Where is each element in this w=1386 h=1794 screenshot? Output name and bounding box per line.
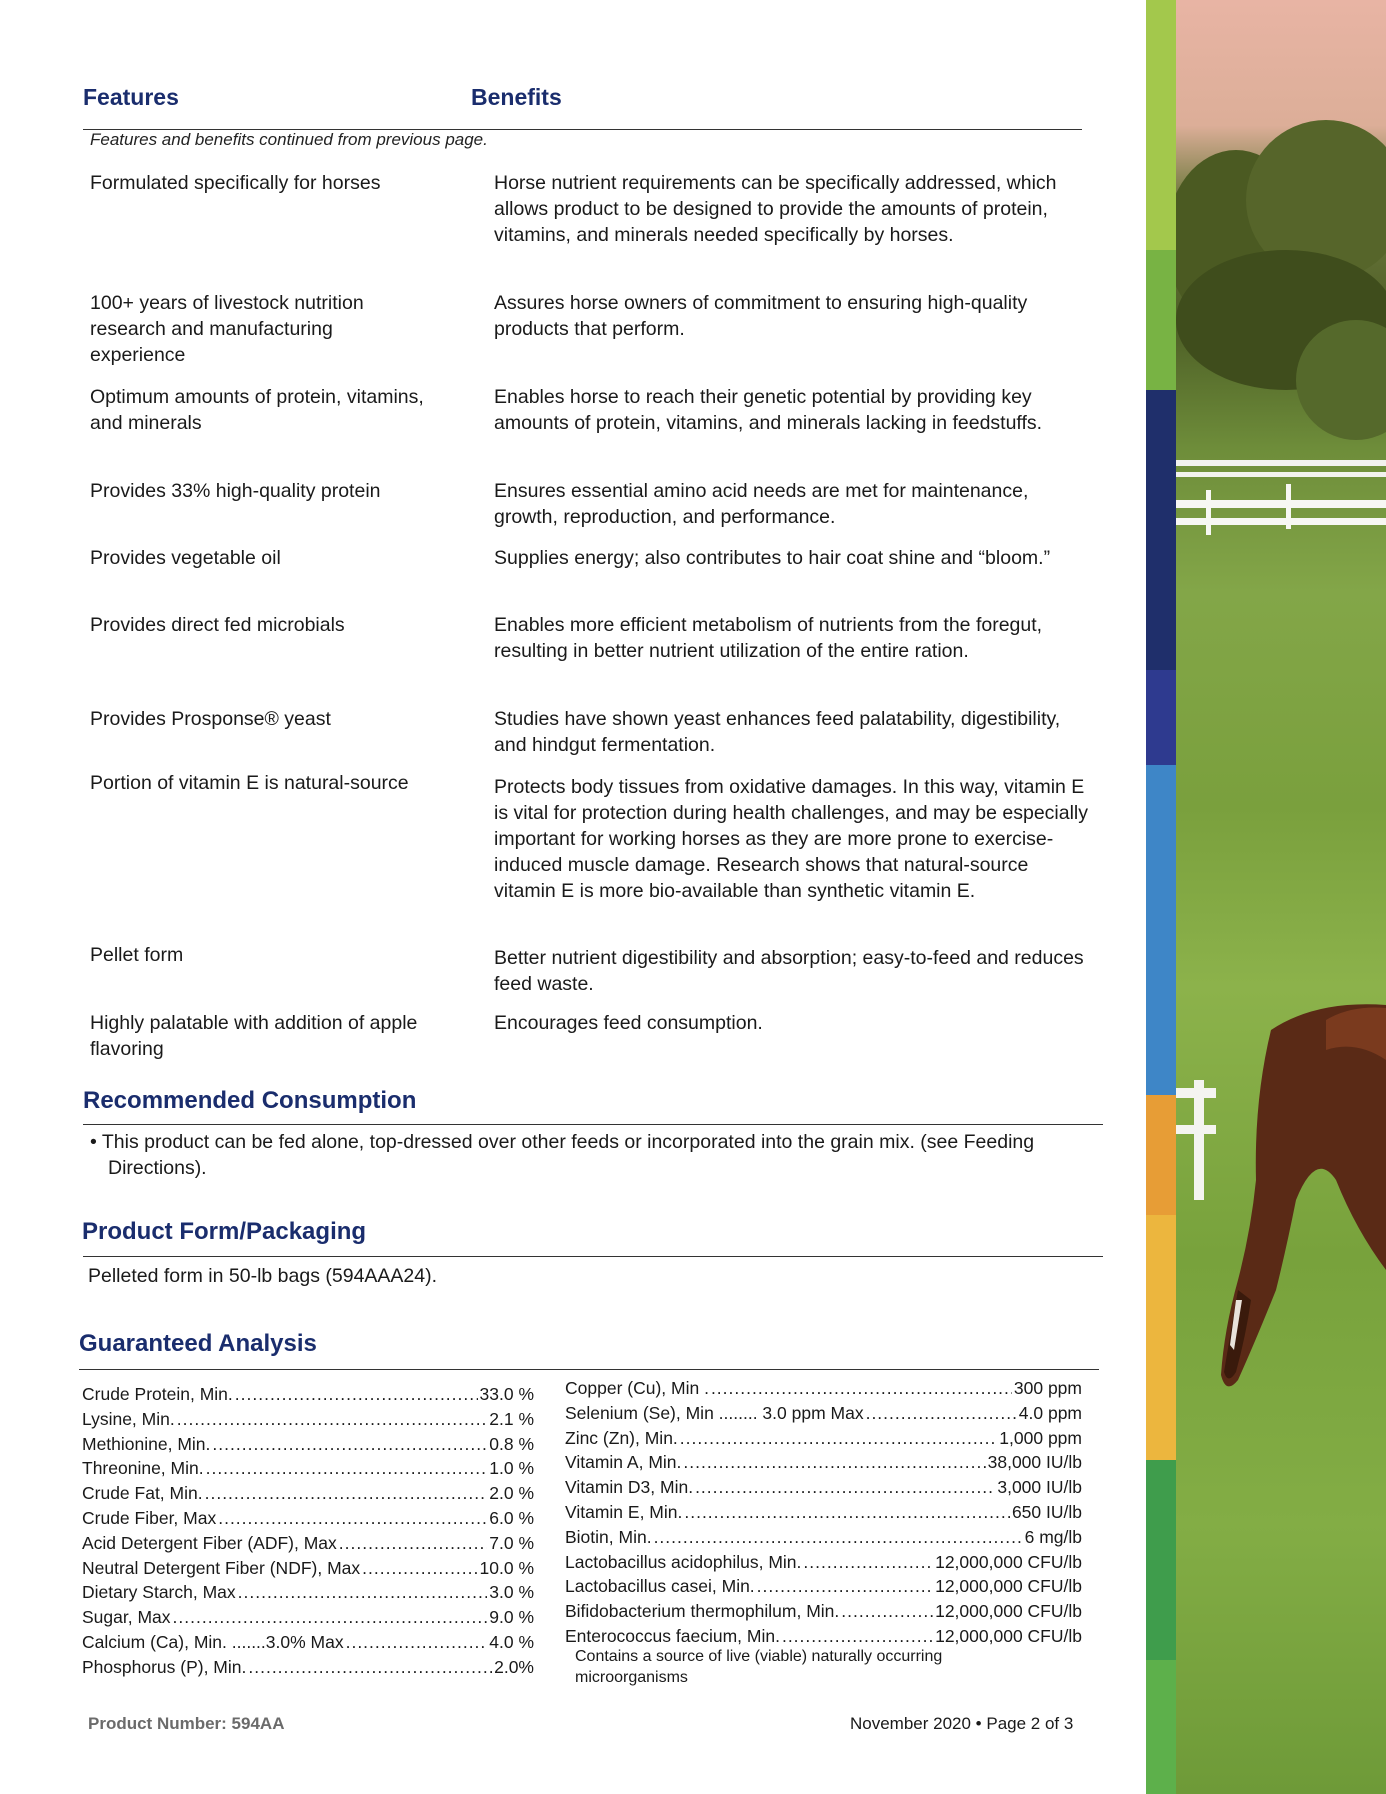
nutrient-value: 10.0 % [479,1557,534,1578]
analysis-row [565,1450,1082,1475]
analysis-row [82,1605,534,1630]
analysis-row [82,1506,534,1531]
nutrient-label: Crude Fat, Min. [82,1483,203,1504]
nutrient-value: 650 IU/lb [1011,1501,1082,1522]
benefit-text: Protects body tissues from oxidative damages. In this way, vitamin E is vital for protection during health challenges, and may be especially important for working horses as they are more prone to exercise-induced muscle damage. Research shows that natural-source vitamin E is more bio-available than synthetic vitamin E. [494,776,1089,902]
feature-text: Pellet form [90,944,184,966]
feature-text: Provides Prosponse® yeast [90,708,331,730]
nutrient-label: Neutral Detergent Fiber (NDF), Max [82,1557,361,1578]
nutrient-label: Vitamin A, Min. [565,1452,682,1473]
nutrient-value: 4.0 ppm [1018,1402,1082,1423]
nutrient-value: 0.8 % [489,1433,534,1454]
consumption-heading: Recommended Consumption [83,1087,417,1114]
continued-note: Features and benefits continued from previous page. [90,130,488,149]
nutrient-value: 6.0 % [489,1507,534,1528]
nutrient-value: 2.0 % [489,1483,534,1504]
features-heading: Features [83,84,179,110]
analysis-row [565,1376,1082,1401]
nutrient-label: Calcium (Ca), Min. .......3.0% Max [82,1631,344,1652]
nutrient-value: 12,000,000 CFU/lb [935,1576,1082,1597]
nutrient-label: Copper (Cu), Min . [565,1378,709,1398]
nutrient-label: Lactobacillus casei, Min. [565,1576,755,1597]
feature-text: Portion of vitamin E is natural-source [90,772,409,794]
nutrient-label: Sugar, Max [82,1607,171,1628]
nutrient-value: 3,000 IU/lb [997,1477,1082,1498]
nutrient-value: 12,000,000 CFU/lb [935,1625,1082,1646]
benefit-text: Enables horse to reach their genetic potential by providing key amounts of protein, vitamins, and minerals lacking in feedstuffs. [494,386,1043,434]
benefit-text: Horse nutrient requirements can be specifically addressed, which allows product to be designed to provide the amounts of protein, vitamins, and minerals needed specifically by horses. [494,172,1057,246]
nutrient-value: 4.0 % [489,1631,534,1652]
nutrient-label: Crude Fiber, Max [82,1507,217,1528]
analysis-row [82,1456,534,1481]
analysis-row [565,1599,1082,1624]
nutrient-label: Acid Detergent Fiber (ADF), Max [82,1532,337,1553]
nutrient-value: 2.1 % [489,1408,534,1429]
nutrient-value: 12,000,000 CFU/lb [935,1551,1082,1572]
analysis-row [565,1475,1082,1500]
nutrient-label: Bifidobacterium thermophilum, Min. [565,1601,840,1622]
benefit-text: Encourages feed consumption. [494,1012,763,1034]
nutrient-value: 1,000 ppm [999,1427,1082,1448]
nutrient-value: 7.0 % [489,1532,534,1553]
consumption-bullet: • This product can be fed alone, top-dressed over other feeds or incorporated into the grain mix. (see Feeding Directions). [90,1131,1035,1179]
nutrient-value: 12,000,000 CFU/lb [935,1601,1082,1622]
nutrient-value: 38,000 IU/lb [987,1452,1082,1473]
nutrient-label: Threonine, Min. [82,1458,204,1479]
benefit-text: Better nutrient digestibility and absorption; easy-to-feed and reduces feed waste. [494,947,1084,995]
analysis-row [565,1550,1082,1575]
analysis-heading: Guaranteed Analysis [79,1330,317,1357]
feature-text: Highly palatable with addition of apple flavoring [90,1012,418,1060]
benefits-heading: Benefits [471,84,562,110]
packaging-heading: Product Form/Packaging [82,1218,367,1245]
feature-text: 100+ years of livestock nutrition research and manufacturing experience [90,292,364,366]
analysis-row [565,1401,1082,1426]
feature-text: Provides direct fed microbials [90,614,345,636]
analysis-row [82,1580,534,1605]
feature-text: Provides 33% high-quality protein [90,480,381,502]
microorganism-footnote: Contains a source of live (viable) naturally occurring microorganisms [575,1648,943,1686]
benefit-text: Ensures essential amino acid needs are met for maintenance, growth, reproduction, and performance. [494,480,1029,528]
nutrient-label: Enterococcus faecium, Min. [565,1625,780,1646]
nutrient-value: 2.0% [494,1656,534,1677]
benefit-text: Assures horse owners of commitment to ensuring high-quality products that perform. [494,292,1028,340]
nutrient-value: 9.0 % [489,1607,534,1628]
nutrient-label: Zinc (Zn), Min. [565,1427,678,1448]
analysis-row [565,1500,1082,1525]
nutrient-label: Phosphorus (P), Min. [82,1656,247,1677]
benefit-text: Supplies energy; also contributes to hair coat shine and “bloom.” [494,547,1051,569]
benefit-text: Enables more efficient metabolism of nutrients from the foregut, resulting in better nutrient utilization of the entire ration. [494,614,1043,662]
nutrient-label: Lysine, Min. [82,1408,175,1429]
feature-text: Optimum amounts of protein, vitamins, and minerals [90,386,424,434]
analysis-row [565,1426,1082,1451]
nutrient-label: Selenium (Se), Min ........ 3.0 ppm Max [565,1402,864,1423]
consumption-divider [83,1124,1103,1125]
analysis-row [82,1382,534,1407]
analysis-row [565,1525,1082,1550]
analysis-left-column [82,1382,534,1680]
packaging-text: Pelleted form in 50-lb bags (594AAA24). [88,1265,438,1287]
packaging-divider [83,1256,1103,1257]
analysis-row [565,1574,1082,1599]
analysis-row [82,1630,534,1655]
analysis-row [82,1531,534,1556]
nutrient-value: 300 ppm [1013,1378,1082,1398]
nutrient-label: Biotin, Min. [565,1526,652,1547]
benefit-text: Studies have shown yeast enhances feed palatability, digestibility, and hindgut fermentation. [494,708,1061,756]
analysis-row [82,1407,534,1432]
nutrient-label: Dietary Starch, Max [82,1582,236,1603]
analysis-row [82,1655,534,1680]
nutrient-label: Vitamin E, Min. [565,1501,683,1522]
nutrient-label: Methionine, Min. [82,1433,211,1454]
analysis-row [82,1556,534,1581]
feature-text: Formulated specifically for horses [90,172,381,194]
nutrient-value: 6 mg/lb [1024,1526,1082,1547]
nutrient-value: 1.0 % [489,1458,534,1479]
nutrient-label: Lactobacillus acidophilus, Min. [565,1551,802,1572]
nutrient-value: 33.0 % [479,1384,534,1404]
analysis-divider [79,1369,1099,1370]
page-info: November 2020 • Page 2 of 3 [850,1714,1074,1733]
horse-grazing-photo [1176,0,1386,1794]
nutrient-label: Vitamin D3, Min. [565,1477,694,1498]
analysis-right-column [565,1376,1082,1649]
color-stripe-bar [1146,0,1176,1794]
analysis-row [82,1481,534,1506]
analysis-row [82,1432,534,1457]
nutrient-value: 3.0 % [489,1582,534,1603]
product-number: Product Number: 594AA [88,1714,285,1733]
nutrient-label: Crude Protein, Min. [82,1384,233,1404]
feature-text: Provides vegetable oil [90,547,281,569]
